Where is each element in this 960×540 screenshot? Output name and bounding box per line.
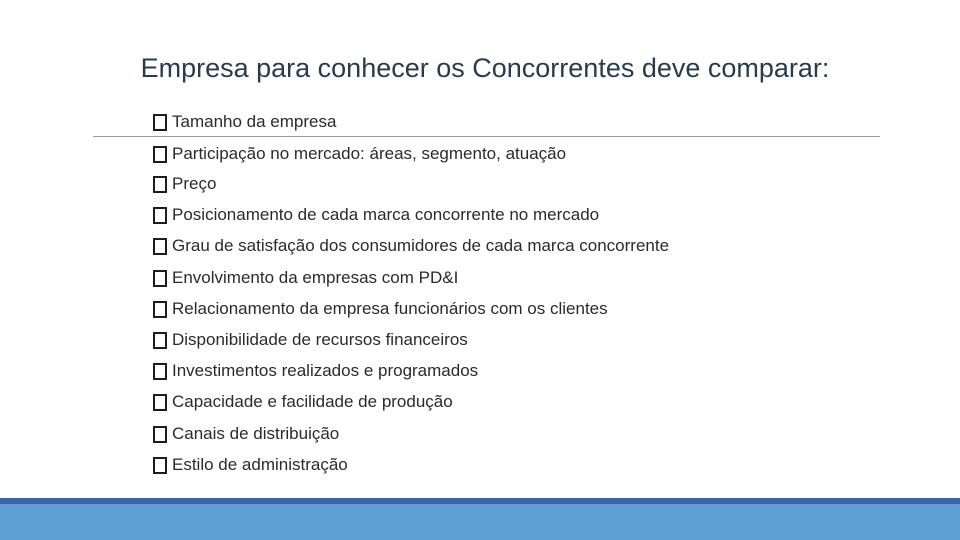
checkbox-square-icon bbox=[153, 146, 167, 163]
list-item bbox=[153, 422, 339, 446]
checkbox-square-icon bbox=[153, 394, 167, 411]
list-item bbox=[153, 328, 468, 352]
list-item bbox=[153, 203, 599, 227]
checkbox-square-icon bbox=[153, 426, 167, 443]
checkbox-square-icon bbox=[153, 238, 167, 255]
checkbox-square-icon bbox=[153, 114, 167, 131]
list-item-text: Grau de satisfação dos consumidores de cada marca concorrente bbox=[172, 236, 670, 255]
list-item-text: Preço bbox=[172, 174, 217, 193]
checkbox-square-icon bbox=[153, 363, 167, 380]
list-item-text: Posicionamento de cada marca concorrente no mercado bbox=[172, 205, 600, 224]
checkbox-square-icon bbox=[153, 207, 167, 224]
list-item bbox=[153, 266, 458, 290]
checkbox-square-icon bbox=[153, 332, 167, 349]
slide-title: Empresa para conhecer os Concorrentes deve comparar: bbox=[140, 53, 830, 83]
list-item-text: Tamanho da empresa bbox=[172, 112, 337, 131]
list-item-text: Envolvimento da empresas com PD&I bbox=[172, 268, 459, 287]
list-item-text: Relacionamento da empresa funcionários com os clientes bbox=[172, 299, 608, 318]
checkbox-square-icon bbox=[153, 457, 167, 474]
checkbox-square-icon bbox=[153, 176, 167, 193]
list-item bbox=[153, 359, 478, 383]
list-item bbox=[153, 297, 608, 321]
list-item bbox=[153, 390, 453, 414]
list-item bbox=[153, 234, 669, 258]
list-item-text: Investimentos realizados e programados bbox=[172, 361, 479, 380]
list-item-text: Capacidade e facilidade de produção bbox=[172, 392, 453, 411]
footer-band bbox=[0, 504, 960, 540]
list-item-text: Estilo de administração bbox=[172, 455, 348, 474]
list-item bbox=[153, 142, 566, 166]
list-item bbox=[153, 172, 216, 196]
list-item-text: Disponibilidade de recursos financeiros bbox=[172, 330, 468, 349]
list-item bbox=[153, 110, 336, 134]
list-item-text: Participação no mercado: áreas, segmento, atuação bbox=[172, 144, 567, 163]
list-item bbox=[153, 453, 348, 477]
title-divider bbox=[93, 136, 880, 137]
checkbox-square-icon bbox=[153, 301, 167, 318]
checkbox-square-icon bbox=[153, 270, 167, 287]
list-item-text: Canais de distribuição bbox=[172, 424, 340, 443]
